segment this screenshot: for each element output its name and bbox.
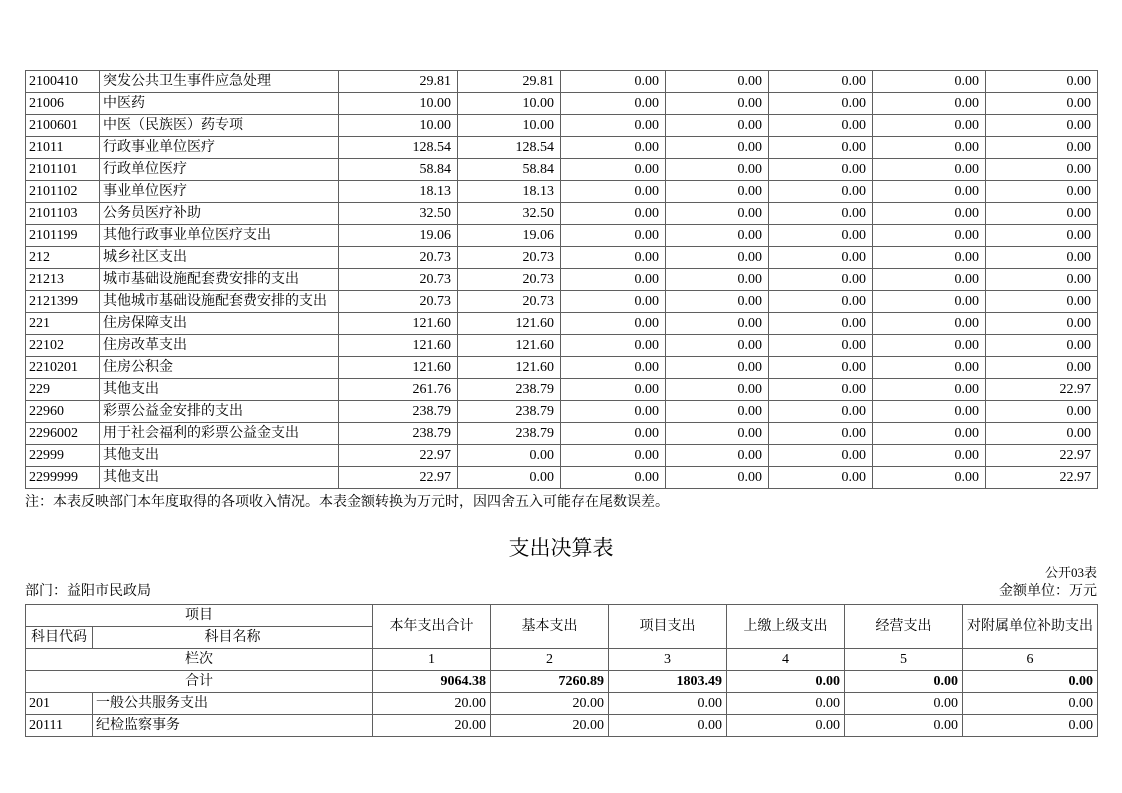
- income-table-row: [26, 445, 1098, 467]
- amount-cell: 0.00: [666, 357, 769, 379]
- header-project-expenditure: 项目支出: [609, 605, 727, 649]
- amount-cell: 0.00: [769, 291, 873, 313]
- amount-cell: 0.00: [986, 269, 1098, 291]
- amount-cell: 0.00: [986, 313, 1098, 335]
- rank-1: 1: [373, 649, 491, 671]
- amount-cell: 0.00: [769, 401, 873, 423]
- subject-code-cell: 2101101: [26, 159, 100, 181]
- amount-cell: 0.00: [873, 335, 986, 357]
- amount-cell: 0.00: [727, 715, 845, 737]
- amount-cell: 0.00: [769, 357, 873, 379]
- income-table-row: [26, 159, 1098, 181]
- amount-cell: 0.00: [666, 247, 769, 269]
- subject-code-cell: 221: [26, 313, 100, 335]
- amount-cell: 0.00: [963, 693, 1098, 715]
- subject-code-cell: 2296002: [26, 423, 100, 445]
- amount-cell: 0.00: [666, 93, 769, 115]
- rank-3: 3: [609, 649, 727, 671]
- header-total-expenditure: 本年支出合计: [373, 605, 491, 649]
- amount-cell: 19.06: [458, 225, 561, 247]
- amount-cell: 0.00: [561, 159, 666, 181]
- amount-cell: 0.00: [666, 137, 769, 159]
- income-table-row: [26, 203, 1098, 225]
- amount-cell: 20.00: [373, 693, 491, 715]
- amount-cell: 0.00: [873, 137, 986, 159]
- amount-cell: 0.00: [561, 225, 666, 247]
- amount-cell: 0.00: [873, 203, 986, 225]
- subject-name-cell: 事业单位医疗: [100, 181, 339, 203]
- subject-name-cell: 住房保障支出: [100, 313, 339, 335]
- amount-cell: 238.79: [458, 423, 561, 445]
- subject-name-cell: 突发公共卫生事件应急处理: [100, 71, 339, 93]
- amount-cell: 0.00: [561, 379, 666, 401]
- header-operating-expenditure: 经营支出: [845, 605, 963, 649]
- amount-cell: 0.00: [873, 115, 986, 137]
- total-value: 0.00: [727, 671, 845, 693]
- amount-cell: 0.00: [458, 445, 561, 467]
- rank-row: [26, 649, 1098, 671]
- subject-name-cell: 其他支出: [100, 467, 339, 489]
- income-table-body: [26, 71, 1098, 489]
- amount-cell: 0.00: [986, 181, 1098, 203]
- subject-name-cell: 行政单位医疗: [100, 159, 339, 181]
- amount-cell: 0.00: [873, 357, 986, 379]
- subject-code-cell: 201: [26, 693, 93, 715]
- amount-cell: 0.00: [873, 467, 986, 489]
- amount-cell: 0.00: [561, 137, 666, 159]
- income-table: [25, 70, 1098, 489]
- income-table-row: [26, 313, 1098, 335]
- subject-name-cell: 行政事业单位医疗: [100, 137, 339, 159]
- amount-unit-label: 金额单位：万元: [999, 584, 1097, 599]
- header-upward-remittance: 上缴上级支出: [727, 605, 845, 649]
- amount-cell: 0.00: [769, 225, 873, 247]
- total-value: 0.00: [963, 671, 1098, 693]
- subject-code-cell: 22102: [26, 335, 100, 357]
- amount-cell: 0.00: [666, 445, 769, 467]
- subject-code-cell: 2210201: [26, 357, 100, 379]
- amount-cell: 0.00: [986, 203, 1098, 225]
- total-value: 0.00: [845, 671, 963, 693]
- header-basic-expenditure: 基本支出: [491, 605, 609, 649]
- amount-cell: 0.00: [666, 71, 769, 93]
- subject-name-cell: 一般公共服务支出: [93, 693, 373, 715]
- amount-cell: 22.97: [339, 445, 458, 467]
- amount-cell: 0.00: [769, 423, 873, 445]
- amount-cell: 18.13: [339, 181, 458, 203]
- amount-cell: 128.54: [339, 137, 458, 159]
- income-table-row: [26, 225, 1098, 247]
- total-value: 7260.89: [491, 671, 609, 693]
- amount-cell: 0.00: [769, 203, 873, 225]
- amount-cell: 0.00: [666, 467, 769, 489]
- subject-name-cell: 中医（民族医）药专项: [100, 115, 339, 137]
- amount-cell: 0.00: [986, 247, 1098, 269]
- amount-cell: 0.00: [609, 715, 727, 737]
- total-value: 1803.49: [609, 671, 727, 693]
- amount-cell: 18.13: [458, 181, 561, 203]
- amount-cell: 29.81: [458, 71, 561, 93]
- subject-name-cell: 彩票公益金安排的支出: [100, 401, 339, 423]
- expenditure-table-title: 支出决算表: [508, 536, 614, 560]
- amount-cell: 0.00: [873, 93, 986, 115]
- amount-cell: 20.73: [339, 247, 458, 269]
- income-table-note: 注：本表反映部门本年度取得的各项收入情况。本表金额转换为万元时，因四舍五入可能存在尾数误差。: [25, 495, 669, 510]
- subject-name-cell: 其他城市基础设施配套费安排的支出: [100, 291, 339, 313]
- subject-name-cell: 用于社会福利的彩票公益金支出: [100, 423, 339, 445]
- amount-cell: 121.60: [339, 313, 458, 335]
- amount-cell: 0.00: [666, 203, 769, 225]
- subject-code-cell: 22999: [26, 445, 100, 467]
- total-label: 合计: [26, 671, 373, 693]
- subject-name-cell: 住房改革支出: [100, 335, 339, 357]
- amount-cell: 0.00: [666, 379, 769, 401]
- amount-cell: 0.00: [769, 71, 873, 93]
- amount-cell: 0.00: [769, 313, 873, 335]
- income-table-row: [26, 291, 1098, 313]
- amount-cell: 0.00: [666, 115, 769, 137]
- amount-cell: 0.00: [727, 693, 845, 715]
- amount-cell: 121.60: [458, 313, 561, 335]
- amount-cell: 0.00: [986, 93, 1098, 115]
- amount-cell: 0.00: [963, 715, 1098, 737]
- amount-cell: 261.76: [339, 379, 458, 401]
- amount-cell: 0.00: [769, 159, 873, 181]
- amount-cell: 0.00: [666, 423, 769, 445]
- amount-cell: 0.00: [986, 71, 1098, 93]
- header-subject-code: 科目代码: [26, 627, 93, 649]
- amount-cell: 0.00: [873, 159, 986, 181]
- amount-cell: 0.00: [666, 159, 769, 181]
- rank-2: 2: [491, 649, 609, 671]
- amount-cell: 121.60: [458, 357, 561, 379]
- subject-name-cell: 住房公积金: [100, 357, 339, 379]
- amount-cell: 0.00: [769, 445, 873, 467]
- subject-name-cell: 中医药: [100, 93, 339, 115]
- amount-cell: 0.00: [666, 401, 769, 423]
- amount-cell: 0.00: [873, 379, 986, 401]
- amount-cell: 0.00: [561, 401, 666, 423]
- income-table-row: [26, 115, 1098, 137]
- subject-code-cell: 229: [26, 379, 100, 401]
- subject-name-cell: 城市基础设施配套费安排的支出: [100, 269, 339, 291]
- income-table-row: [26, 467, 1098, 489]
- amount-cell: 238.79: [458, 401, 561, 423]
- amount-cell: 0.00: [561, 269, 666, 291]
- amount-cell: 121.60: [458, 335, 561, 357]
- income-table-row: [26, 137, 1098, 159]
- amount-cell: 58.84: [339, 159, 458, 181]
- amount-cell: 19.06: [339, 225, 458, 247]
- amount-cell: 0.00: [666, 181, 769, 203]
- amount-cell: 20.73: [458, 269, 561, 291]
- subject-name-cell: 其他行政事业单位医疗支出: [100, 225, 339, 247]
- amount-cell: 22.97: [339, 467, 458, 489]
- amount-cell: 0.00: [561, 247, 666, 269]
- amount-cell: 10.00: [339, 93, 458, 115]
- amount-cell: 29.81: [339, 71, 458, 93]
- amount-cell: 0.00: [666, 313, 769, 335]
- amount-cell: 0.00: [986, 335, 1098, 357]
- amount-cell: 0.00: [561, 181, 666, 203]
- total-value: 9064.38: [373, 671, 491, 693]
- amount-cell: 0.00: [561, 357, 666, 379]
- amount-cell: 0.00: [561, 71, 666, 93]
- amount-cell: 0.00: [561, 93, 666, 115]
- amount-cell: 121.60: [339, 357, 458, 379]
- subject-code-cell: 2100601: [26, 115, 100, 137]
- amount-cell: 0.00: [873, 269, 986, 291]
- header-project: 项目: [26, 605, 373, 627]
- amount-cell: 121.60: [339, 335, 458, 357]
- subject-code-cell: 2101199: [26, 225, 100, 247]
- header-subject-name: 科目名称: [93, 627, 373, 649]
- amount-cell: 0.00: [769, 467, 873, 489]
- amount-cell: 10.00: [339, 115, 458, 137]
- subject-code-cell: 2100410: [26, 71, 100, 93]
- amount-cell: 0.00: [769, 93, 873, 115]
- amount-cell: 238.79: [339, 401, 458, 423]
- amount-cell: 58.84: [458, 159, 561, 181]
- amount-cell: 128.54: [458, 137, 561, 159]
- subject-code-cell: 2121399: [26, 291, 100, 313]
- amount-cell: 0.00: [986, 225, 1098, 247]
- amount-cell: 0.00: [986, 115, 1098, 137]
- amount-cell: 0.00: [873, 445, 986, 467]
- amount-cell: 0.00: [873, 291, 986, 313]
- subject-name-cell: 纪检监察事务: [93, 715, 373, 737]
- amount-cell: 0.00: [561, 445, 666, 467]
- income-table-row: [26, 93, 1098, 115]
- department-label: 部门：益阳市民政局: [25, 584, 151, 599]
- subject-name-cell: 其他支出: [100, 445, 339, 467]
- amount-cell: 20.73: [458, 247, 561, 269]
- income-table-row: [26, 335, 1098, 357]
- amount-cell: 20.73: [339, 269, 458, 291]
- table-meta-row: [25, 583, 1097, 601]
- amount-cell: 0.00: [845, 693, 963, 715]
- amount-cell: 0.00: [873, 401, 986, 423]
- amount-cell: 0.00: [769, 335, 873, 357]
- amount-cell: 238.79: [339, 423, 458, 445]
- amount-cell: 0.00: [873, 313, 986, 335]
- amount-cell: 0.00: [845, 715, 963, 737]
- amount-cell: 0.00: [666, 335, 769, 357]
- subject-code-cell: 2101103: [26, 203, 100, 225]
- amount-cell: 0.00: [769, 181, 873, 203]
- subject-code-cell: 21011: [26, 137, 100, 159]
- rank-label: 栏次: [26, 649, 373, 671]
- amount-cell: 0.00: [561, 115, 666, 137]
- income-table-row: [26, 423, 1098, 445]
- income-table-row: [26, 181, 1098, 203]
- amount-cell: 20.00: [491, 715, 609, 737]
- amount-cell: 10.00: [458, 93, 561, 115]
- amount-cell: 0.00: [561, 313, 666, 335]
- expenditure-table-head: [26, 605, 1098, 671]
- rank-5: 5: [845, 649, 963, 671]
- amount-cell: 0.00: [458, 467, 561, 489]
- subject-code-cell: 2101102: [26, 181, 100, 203]
- amount-cell: 0.00: [986, 137, 1098, 159]
- amount-cell: 0.00: [769, 115, 873, 137]
- expenditure-table-row: [26, 693, 1098, 715]
- amount-cell: 0.00: [986, 291, 1098, 313]
- amount-cell: 0.00: [561, 335, 666, 357]
- amount-cell: 0.00: [769, 137, 873, 159]
- amount-cell: 22.97: [986, 445, 1098, 467]
- amount-cell: 22.97: [986, 379, 1098, 401]
- amount-cell: 0.00: [561, 467, 666, 489]
- amount-cell: 238.79: [458, 379, 561, 401]
- amount-cell: 0.00: [769, 379, 873, 401]
- amount-cell: 0.00: [986, 423, 1098, 445]
- amount-cell: 10.00: [458, 115, 561, 137]
- amount-cell: 0.00: [986, 159, 1098, 181]
- amount-cell: 0.00: [986, 357, 1098, 379]
- expenditure-table: [25, 604, 1098, 737]
- amount-cell: 0.00: [769, 247, 873, 269]
- amount-cell: 22.97: [986, 467, 1098, 489]
- amount-cell: 0.00: [873, 225, 986, 247]
- header-row-1: [26, 605, 1098, 627]
- subject-name-cell: 其他支出: [100, 379, 339, 401]
- subject-code-cell: 212: [26, 247, 100, 269]
- amount-cell: 0.00: [873, 247, 986, 269]
- amount-cell: 20.73: [458, 291, 561, 313]
- subject-code-cell: 22960: [26, 401, 100, 423]
- amount-cell: 0.00: [561, 203, 666, 225]
- amount-cell: 0.00: [873, 181, 986, 203]
- income-table-row: [26, 379, 1098, 401]
- amount-cell: 0.00: [666, 291, 769, 313]
- subject-code-cell: 21213: [26, 269, 100, 291]
- expenditure-table-row: [26, 715, 1098, 737]
- rank-6: 6: [963, 649, 1098, 671]
- amount-cell: 20.00: [373, 715, 491, 737]
- amount-cell: 0.00: [561, 291, 666, 313]
- amount-cell: 20.00: [491, 693, 609, 715]
- amount-cell: 20.73: [339, 291, 458, 313]
- income-table-row: [26, 71, 1098, 93]
- amount-cell: 0.00: [609, 693, 727, 715]
- income-table-row: [26, 401, 1098, 423]
- income-table-row: [26, 247, 1098, 269]
- subject-code-cell: 20111: [26, 715, 93, 737]
- public-table-code: 公开03表: [1044, 565, 1097, 580]
- subject-name-cell: 城乡社区支出: [100, 247, 339, 269]
- amount-cell: 0.00: [873, 423, 986, 445]
- expenditure-table-body: [26, 671, 1098, 737]
- subject-code-cell: 21006: [26, 93, 100, 115]
- amount-cell: 0.00: [986, 401, 1098, 423]
- header-subsidy-to-affiliates: 对附属单位补助支出: [963, 605, 1098, 649]
- total-row: [26, 671, 1098, 693]
- amount-cell: 0.00: [666, 269, 769, 291]
- amount-cell: 0.00: [873, 71, 986, 93]
- income-table-row: [26, 357, 1098, 379]
- subject-code-cell: 2299999: [26, 467, 100, 489]
- amount-cell: 0.00: [769, 269, 873, 291]
- rank-4: 4: [727, 649, 845, 671]
- subject-name-cell: 公务员医疗补助: [100, 203, 339, 225]
- amount-cell: 32.50: [339, 203, 458, 225]
- amount-cell: 0.00: [666, 225, 769, 247]
- income-table-row: [26, 269, 1098, 291]
- amount-cell: 0.00: [561, 423, 666, 445]
- amount-cell: 32.50: [458, 203, 561, 225]
